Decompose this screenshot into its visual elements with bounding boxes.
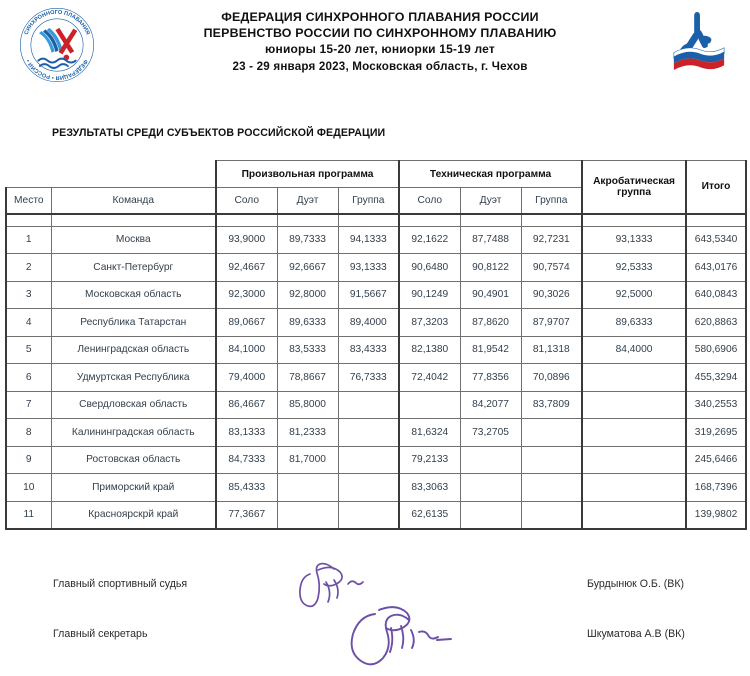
cell-tech-duet: 81,9542: [460, 336, 521, 364]
table-row: [6, 226, 746, 254]
cell-tech-group: [521, 419, 582, 447]
cell-tech-solo: 90,1249: [399, 281, 460, 309]
cell-free-duet: 92,6667: [277, 254, 338, 282]
cell-free-solo: 92,4667: [216, 254, 277, 282]
table-body: [6, 214, 746, 530]
cell-free-group: 93,1333: [338, 254, 399, 282]
table-row: [6, 281, 746, 309]
cell-tech-solo: 72,4042: [399, 364, 460, 392]
cell-free-solo: 79,4000: [216, 364, 277, 392]
cell-acrobatic: [582, 474, 686, 502]
cell-tech-solo: 83,3063: [399, 474, 460, 502]
cell-free-duet: 83,5333: [277, 336, 338, 364]
cell-place: 1: [6, 226, 51, 254]
cell-free-solo: 83,1333: [216, 419, 277, 447]
cell-tech-solo: 82,1380: [399, 336, 460, 364]
cell-total: 139,9802: [686, 501, 746, 529]
results-table: [5, 160, 747, 530]
age-categories: юниоры 15-20 лет, юниорки 15-19 лет: [265, 42, 495, 56]
table-row: [6, 419, 746, 447]
cell-tech-group: 70,0896: [521, 364, 582, 392]
table-row: [6, 309, 746, 337]
signature-mark-chief-secretary: [345, 600, 465, 670]
cell-free-duet: 92,8000: [277, 281, 338, 309]
cell-total: 245,6466: [686, 446, 746, 474]
cell-tech-group: [521, 474, 582, 502]
cell-place: 11: [6, 501, 51, 529]
cell-total: 580,6906: [686, 336, 746, 364]
cell-acrobatic: 92,5000: [582, 281, 686, 309]
cell-team: Москва: [51, 226, 216, 254]
cell-free-group: 89,4000: [338, 309, 399, 337]
russia-swimmer-tricolor-logo: [670, 8, 728, 76]
document-header: [0, 0, 750, 92]
event-dates-location: 23 - 29 января 2023, Московская область, г. Чехов: [232, 60, 528, 73]
cell-free-group: 76,7333: [338, 364, 399, 392]
column-header-free-duet: Дуэт: [277, 188, 338, 214]
cell-free-group: [338, 391, 399, 419]
federation-circular-logo: [18, 6, 96, 84]
cell-team: Свердловская область: [51, 391, 216, 419]
cell-free-duet: 78,8667: [277, 364, 338, 392]
cell-team: Санкт-Петербург: [51, 254, 216, 282]
cell-free-group: [338, 474, 399, 502]
cell-free-group: 83,4333: [338, 336, 399, 364]
cell-acrobatic: [582, 364, 686, 392]
table-spacer-row: [6, 214, 746, 227]
column-header-tech-group: Группа: [521, 188, 582, 214]
cell-place: 3: [6, 281, 51, 309]
cell-tech-group: [521, 446, 582, 474]
cell-place: 2: [6, 254, 51, 282]
cell-tech-duet: 73,2705: [460, 419, 521, 447]
column-header-free-group: Группа: [338, 188, 399, 214]
cell-tech-solo: 90,6480: [399, 254, 460, 282]
cell-total: 455,3294: [686, 364, 746, 392]
cell-tech-group: 83,7809: [521, 391, 582, 419]
svg-text:ФЕДЕРАЦИЯ • РОССИИ •: ФЕДЕРАЦИЯ • РОССИИ •: [25, 58, 89, 81]
cell-free-duet: 81,2333: [277, 419, 338, 447]
cell-free-duet: 85,8000: [277, 391, 338, 419]
cell-tech-group: 87,9707: [521, 309, 582, 337]
group-header-technical-program: Техническая программа: [399, 161, 582, 188]
cell-acrobatic: [582, 391, 686, 419]
table-head: [6, 161, 746, 214]
role-label-chief-secretary: Главный секретарь: [53, 628, 148, 640]
group-header-total: Итого: [686, 161, 746, 214]
cell-place: 9: [6, 446, 51, 474]
cell-tech-group: 92,7231: [521, 226, 582, 254]
cell-total: 643,5340: [686, 226, 746, 254]
cell-free-duet: 89,6333: [277, 309, 338, 337]
event-name: ПЕРВЕНСТВО РОССИИ ПО СИНХРОННОМУ ПЛАВАНИЮ: [203, 26, 557, 40]
cell-team: Республика Татарстан: [51, 309, 216, 337]
cell-acrobatic: [582, 501, 686, 529]
table-row: [6, 254, 746, 282]
cell-acrobatic: 84,4000: [582, 336, 686, 364]
header-spacer-team: [51, 161, 216, 188]
page-title: РЕЗУЛЬТАТЫ СРЕДИ СУБЪЕКТОВ РОССИЙСКОЙ ФЕДЕРАЦИИ: [52, 127, 386, 139]
cell-free-solo: 85,4333: [216, 474, 277, 502]
cell-tech-group: [521, 501, 582, 529]
cell-free-duet: [277, 474, 338, 502]
cell-free-duet: 89,7333: [277, 226, 338, 254]
cell-tech-duet: 84,2077: [460, 391, 521, 419]
cell-tech-group: 90,7574: [521, 254, 582, 282]
cell-total: 640,0843: [686, 281, 746, 309]
cell-free-solo: 92,3000: [216, 281, 277, 309]
cell-acrobatic: 89,6333: [582, 309, 686, 337]
cell-acrobatic: 92,5333: [582, 254, 686, 282]
table-row: [6, 336, 746, 364]
cell-tech-solo: 81,6324: [399, 419, 460, 447]
cell-place: 4: [6, 309, 51, 337]
cell-tech-duet: 77,8356: [460, 364, 521, 392]
cell-free-duet: [277, 501, 338, 529]
table-row: [6, 474, 746, 502]
column-header-place: Место: [6, 188, 51, 214]
cell-team: Приморский край: [51, 474, 216, 502]
cell-team: Красноярскрй край: [51, 501, 216, 529]
cell-tech-duet: [460, 446, 521, 474]
column-header-tech-solo: Соло: [399, 188, 460, 214]
cell-acrobatic: [582, 419, 686, 447]
cell-place: 8: [6, 419, 51, 447]
table-row: [6, 391, 746, 419]
cell-free-group: 94,1333: [338, 226, 399, 254]
cell-total: 319,2695: [686, 419, 746, 447]
cell-tech-solo: 92,1622: [399, 226, 460, 254]
cell-tech-solo: 79,2133: [399, 446, 460, 474]
svg-text:СИНХРОННОГО ПЛАВАНИЯ: СИНХРОННОГО ПЛАВАНИЯ: [23, 9, 91, 36]
federation-name: ФЕДЕРАЦИЯ СИНХРОННОГО ПЛАВАНИЯ РОССИИ: [221, 10, 539, 24]
cell-place: 10: [6, 474, 51, 502]
header-title-block: [120, 9, 640, 75]
cell-acrobatic: [582, 446, 686, 474]
cell-team: Московская область: [51, 281, 216, 309]
cell-team: Ленинградская область: [51, 336, 216, 364]
cell-tech-group: 90,3026: [521, 281, 582, 309]
cell-total: 168,7396: [686, 474, 746, 502]
column-header-tech-duet: Дуэт: [460, 188, 521, 214]
cell-tech-solo: [399, 391, 460, 419]
cell-free-solo: 86,4667: [216, 391, 277, 419]
group-header-free-program: Произвольная программа: [216, 161, 399, 188]
cell-tech-duet: [460, 501, 521, 529]
table-row: [6, 501, 746, 529]
cell-free-duet: 81,7000: [277, 446, 338, 474]
cell-total: 643,0176: [686, 254, 746, 282]
cell-tech-duet: [460, 474, 521, 502]
table-group-header-row: [6, 161, 746, 188]
cell-free-solo: 77,3667: [216, 501, 277, 529]
column-header-team: Команда: [51, 188, 216, 214]
header-spacer-place: [6, 161, 51, 188]
cell-team: Калининградская область: [51, 419, 216, 447]
group-header-acrobatic-group: Акробатическая группа: [582, 161, 686, 214]
cell-free-group: [338, 419, 399, 447]
cell-free-solo: 93,9000: [216, 226, 277, 254]
table-row: [6, 364, 746, 392]
cell-total: 620,8863: [686, 309, 746, 337]
cell-team: Ростовская область: [51, 446, 216, 474]
cell-free-solo: 84,1000: [216, 336, 277, 364]
table-row: [6, 446, 746, 474]
cell-place: 6: [6, 364, 51, 392]
role-label-chief-judge: Главный спортивный судья: [53, 578, 188, 590]
cell-tech-duet: 90,4901: [460, 281, 521, 309]
cell-free-solo: 84,7333: [216, 446, 277, 474]
cell-total: 340,2553: [686, 391, 746, 419]
cell-tech-duet: 90,8122: [460, 254, 521, 282]
cell-free-group: [338, 446, 399, 474]
cell-tech-duet: 87,8620: [460, 309, 521, 337]
cell-tech-duet: 87,7488: [460, 226, 521, 254]
cell-team: Удмуртская Республика: [51, 364, 216, 392]
column-header-free-solo: Соло: [216, 188, 277, 214]
cell-acrobatic: 93,1333: [582, 226, 686, 254]
name-label-chief-judge: Бурдынюк О.Б. (ВК): [587, 578, 685, 590]
cell-place: 5: [6, 336, 51, 364]
cell-tech-group: 81,1318: [521, 336, 582, 364]
cell-free-solo: 89,0667: [216, 309, 277, 337]
cell-free-group: 91,5667: [338, 281, 399, 309]
name-label-chief-secretary: Шкуматова А.В (ВК): [587, 628, 685, 640]
cell-tech-solo: 87,3203: [399, 309, 460, 337]
cell-free-group: [338, 501, 399, 529]
cell-tech-solo: 62,6135: [399, 501, 460, 529]
cell-place: 7: [6, 391, 51, 419]
